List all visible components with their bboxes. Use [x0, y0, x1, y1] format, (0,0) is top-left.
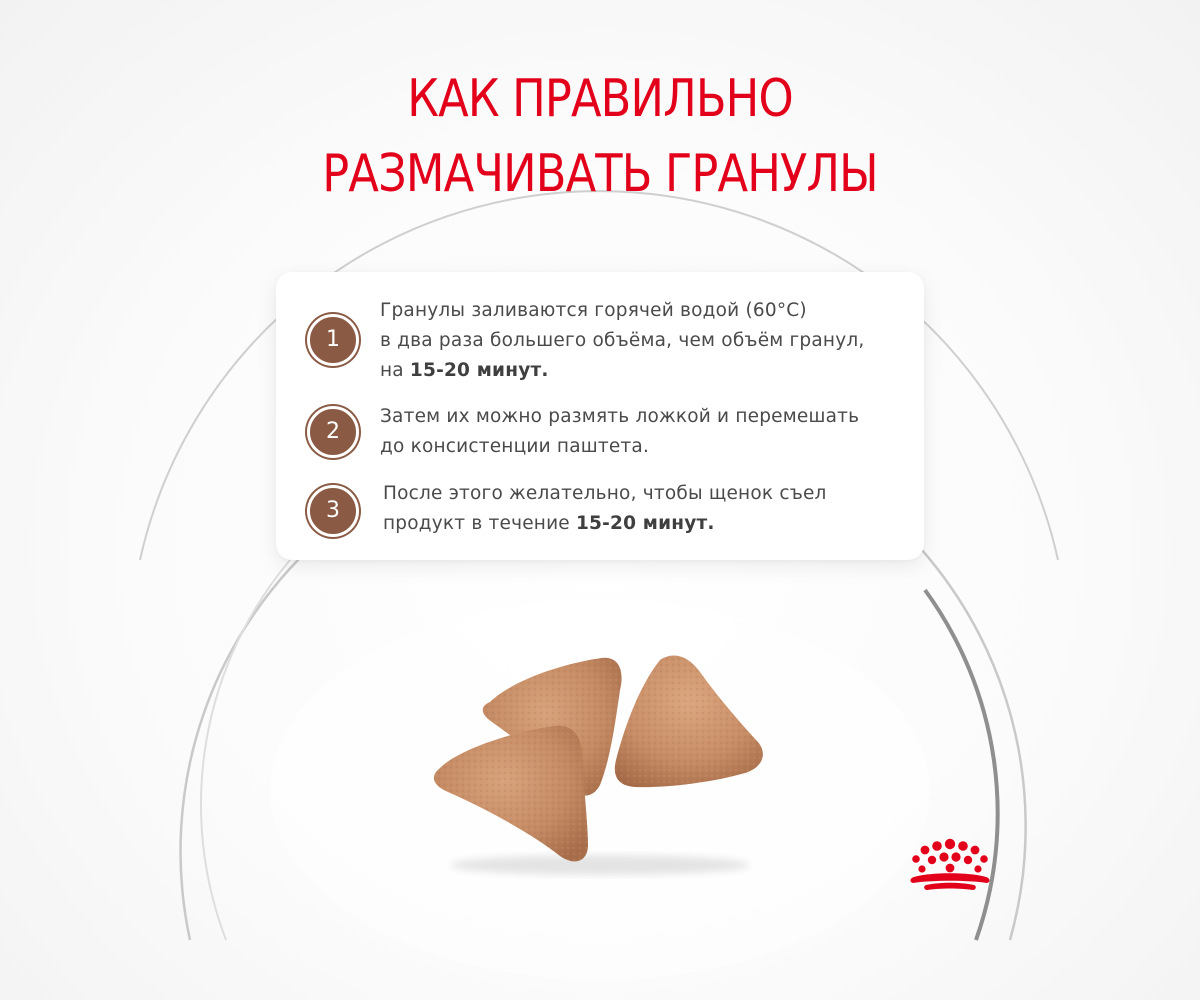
crown-logo-icon	[900, 835, 1000, 897]
title-line-1: КАК ПРАВИЛЬНО	[407, 69, 793, 129]
step-line	[383, 509, 913, 539]
step-line-text: на	[380, 360, 410, 381]
step-text	[383, 479, 913, 539]
step-duration: 15-20 минут.	[409, 360, 549, 381]
step-number-badge: 3	[307, 485, 359, 537]
step-duration: 15-20 минут.	[575, 513, 715, 534]
kibble-texture	[615, 656, 763, 788]
page-title	[84, 62, 1116, 212]
step-line	[380, 356, 910, 386]
instructions-card	[276, 272, 924, 560]
step-text	[380, 402, 910, 462]
title-line-2: РАЗМАЧИВАТЬ ГРАНУЛЫ	[322, 144, 878, 204]
step-line: в два раза большего объёма, чем объём гранул,	[380, 330, 865, 351]
step-line: до консистенции паштета.	[380, 436, 650, 457]
step-line: После этого желательно, чтобы щенок съел	[383, 483, 827, 504]
step-text	[380, 296, 910, 386]
step-line: Гранулы заливаются горячей водой (60°C)	[380, 300, 807, 321]
step-line: Затем их можно размять ложкой и перемешать	[380, 406, 860, 427]
step-line-text: продукт в течение	[383, 513, 576, 534]
kibble-image	[420, 640, 780, 880]
step-number-badge: 2	[307, 406, 359, 458]
step-number-badge: 1	[307, 314, 359, 366]
kibble-texture	[434, 726, 588, 862]
kibble-shadow	[450, 855, 750, 875]
inner-ring-left	[201, 560, 290, 940]
